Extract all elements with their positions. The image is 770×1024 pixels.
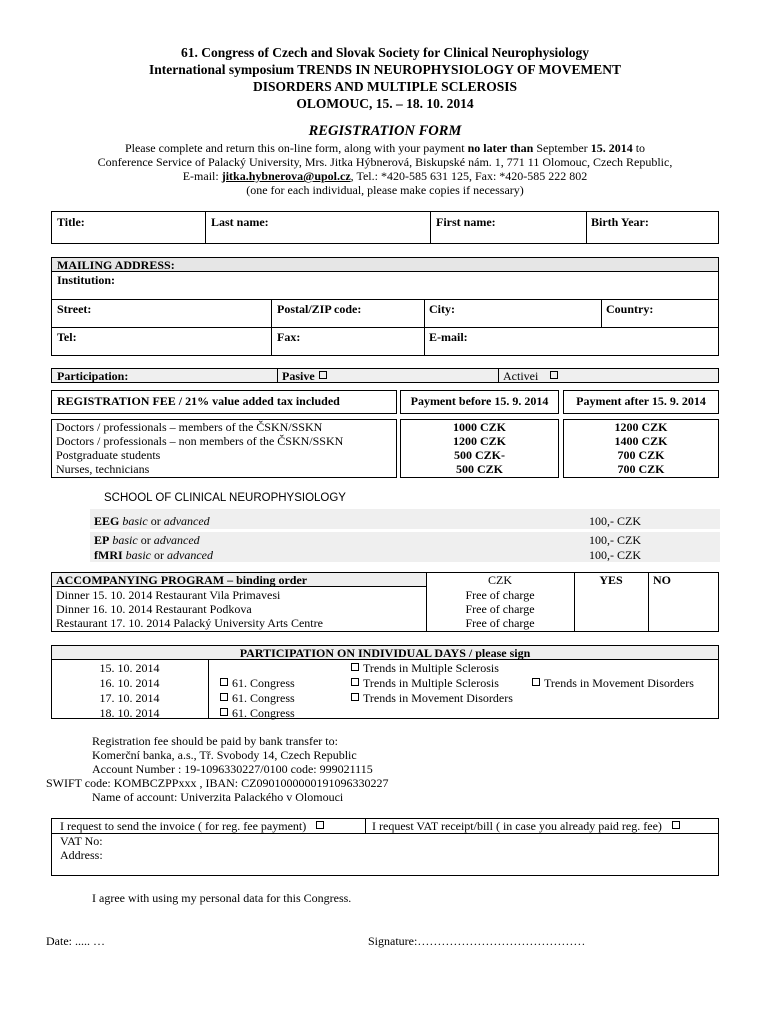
accompanying-row-price: Free of charge	[465, 588, 535, 602]
institution-field[interactable]: Institution:	[57, 273, 116, 287]
checkbox-icon[interactable]	[220, 693, 228, 701]
postal-code-field[interactable]: Postal/ZIP code:	[277, 302, 362, 316]
venue-dates: OLOMOUC, 15. – 18. 10. 2014	[296, 96, 474, 111]
active-option[interactable]: Activei	[503, 369, 562, 383]
bank-line-1: Registration fee should be paid by bank transfer to:	[92, 734, 338, 748]
intro-line-1: Please complete and return this on-line form, along with your payment no later than September 15. 2014 to	[124, 141, 646, 155]
checkbox-icon[interactable]	[351, 663, 359, 671]
last-name-field[interactable]: Last name:	[211, 215, 269, 229]
participation-row	[51, 368, 719, 383]
day-date: 16. 10. 2014	[99, 676, 160, 690]
active-checkbox[interactable]	[550, 371, 558, 379]
contact-email-link[interactable]: jitka.hybnerova@upol.cz	[221, 169, 351, 183]
invoice-address-field[interactable]: Address:	[60, 848, 103, 862]
intro-line-2: Conference Service of Palacký University, Mrs. Jitka Hýbnerová, Biskupské nám. 1, 771 11 Olomouc, Czech Republic,	[97, 155, 673, 169]
street-field[interactable]: Street:	[57, 302, 92, 316]
vat-receipt-option[interactable]: I request VAT receipt/bill ( in case you already paid reg. fee)	[372, 819, 684, 833]
day1-trend-ms-option[interactable]: Trends in Multiple Sclerosis	[347, 661, 499, 675]
accompanying-row-label: Restaurant 17. 10. 2014 Palacký University Arts Centre	[56, 616, 323, 630]
fee-after-value: 1400 CZK	[614, 434, 668, 448]
signature-field[interactable]: Signature:……………………………………	[368, 934, 586, 948]
school-fmri[interactable]: fMRI basic or advanced	[94, 548, 213, 562]
school-eeg[interactable]: EEG basic or advanced	[94, 514, 210, 528]
fee-after-value: 700 CZK	[617, 462, 665, 476]
school-ep-price: 100,- CZK	[589, 533, 641, 547]
checkbox-icon[interactable]	[351, 678, 359, 686]
accompanying-no-header: NO	[653, 573, 671, 587]
fee-row-label: Doctors / professionals – non members of the ČSKN/SSKN	[56, 434, 344, 448]
checkbox-icon[interactable]	[220, 678, 228, 686]
bank-line-3: Account Number : 19-1096330227/0100 code: 999021115	[92, 762, 373, 776]
bank-account-name: Name of account: Univerzita Palackého v Olomouci	[92, 790, 344, 804]
fee-after-value: 700 CZK	[617, 448, 665, 462]
bank-swift-iban: SWIFT code: KOMBCZPPxxx , IBAN: CZ0901000000191096330227	[46, 776, 389, 790]
fee-after-value: 1200 CZK	[614, 420, 668, 434]
city-field[interactable]: City:	[429, 302, 455, 316]
school-ep[interactable]: EP basic or advanced	[94, 533, 200, 547]
checkbox-icon[interactable]	[351, 693, 359, 701]
fee-before-value: 500 CZK	[455, 462, 503, 476]
fee-header: REGISTRATION FEE / 21% value added tax included	[57, 394, 340, 408]
fee-row-label: Postgraduate students	[56, 448, 161, 462]
tel-field[interactable]: Tel:	[57, 330, 77, 344]
checkbox-icon[interactable]	[532, 678, 540, 686]
country-field[interactable]: Country:	[606, 302, 654, 316]
checkbox-icon[interactable]	[316, 821, 324, 829]
birth-year-field[interactable]: Birth Year:	[591, 215, 649, 229]
day3-congress-option[interactable]: 61. Congress	[216, 691, 295, 705]
accompanying-row-label: Dinner 15. 10. 2014 Restaurant Vila Primavesi	[56, 588, 281, 602]
vat-no-field[interactable]: VAT No:	[60, 834, 103, 848]
day4-congress-option[interactable]: 61. Congress	[216, 706, 295, 720]
congress-title: 61. Congress of Czech and Slovak Society for Clinical Neurophysiology	[180, 45, 590, 60]
accompanying-row-price: Free of charge	[465, 616, 535, 630]
school-eeg-price: 100,- CZK	[589, 514, 641, 528]
day2-trend-md-option[interactable]: Trends in Movement Disorders	[528, 676, 694, 690]
accompanying-row-label: Dinner 16. 10. 2014 Restaurant Podkova	[56, 602, 252, 616]
fee-row-label: Doctors / professionals – members of the ČSKN/SSKN	[56, 420, 323, 434]
form-title: REGISTRATION FORM	[308, 123, 462, 139]
accompanying-yes-header: YES	[599, 573, 623, 587]
day-date: 18. 10. 2014	[99, 706, 160, 720]
day2-congress-option[interactable]: 61. Congress	[216, 676, 295, 690]
fee-before-value: 1000 CZK	[452, 420, 506, 434]
fee-before-value: 500 CZK-	[454, 448, 505, 462]
mailing-address-header: MAILING ADDRESS:	[57, 258, 175, 272]
symposium-title: International symposium TRENDS IN NEUROPHYSIOLOGY OF MOVEMENT	[148, 62, 622, 77]
date-field[interactable]: Date: ..... …	[46, 934, 105, 948]
day-date: 17. 10. 2014	[99, 691, 160, 705]
bank-line-2: Komerční banka, a.s., Tř. Svobody 14, Czech Republic	[92, 748, 357, 762]
day3-trend-md-option[interactable]: Trends in Movement Disorders	[347, 691, 513, 705]
days-header: PARTICIPATION ON INDIVIDUAL DAYS / please sign	[239, 646, 531, 660]
invoice-request-option[interactable]: I request to send the invoice ( for reg. fee payment)	[60, 819, 328, 833]
fax-field[interactable]: Fax:	[277, 330, 301, 344]
fee-before-header: Payment before 15. 9. 2014	[410, 394, 549, 408]
checkbox-icon[interactable]	[672, 821, 680, 829]
checkbox-icon[interactable]	[220, 708, 228, 716]
accompanying-header: ACCOMPANYING PROGRAM – binding order	[56, 573, 308, 587]
pasive-checkbox[interactable]	[319, 371, 327, 379]
fee-row-label: Nurses, technicians	[56, 462, 150, 476]
fee-after-header: Payment after 15. 9. 2014	[576, 394, 706, 408]
accompanying-row-price: Free of charge	[465, 602, 535, 616]
fee-before-value: 1200 CZK	[452, 434, 506, 448]
school-title: SCHOOL OF CLINICAL NEUROPHYSIOLOGY	[104, 492, 346, 504]
school-fmri-price: 100,- CZK	[589, 548, 641, 562]
first-name-field[interactable]: First name:	[436, 215, 496, 229]
day-date: 15. 10. 2014	[99, 661, 160, 675]
day2-trend-ms-option[interactable]: Trends in Multiple Sclerosis	[347, 676, 499, 690]
pasive-option[interactable]: Pasive	[282, 369, 331, 383]
accompanying-czk-header: CZK	[488, 573, 512, 587]
intro-line-4: (one for each individual, please make copies if necessary)	[246, 183, 524, 197]
participation-label: Participation:	[57, 369, 129, 383]
symposium-title-cont: DISORDERS AND MULTIPLE SCLEROSIS	[253, 79, 517, 94]
data-consent: I agree with using my personal data for this Congress.	[92, 891, 352, 905]
email-field[interactable]: E-mail:	[429, 330, 468, 344]
title-field[interactable]: Title:	[57, 215, 85, 229]
intro-line-3: E-mail: jitka.hybnerova@upol.cz, Tel.: *420-585 631 125, Fax: *420-585 222 802	[182, 169, 588, 183]
